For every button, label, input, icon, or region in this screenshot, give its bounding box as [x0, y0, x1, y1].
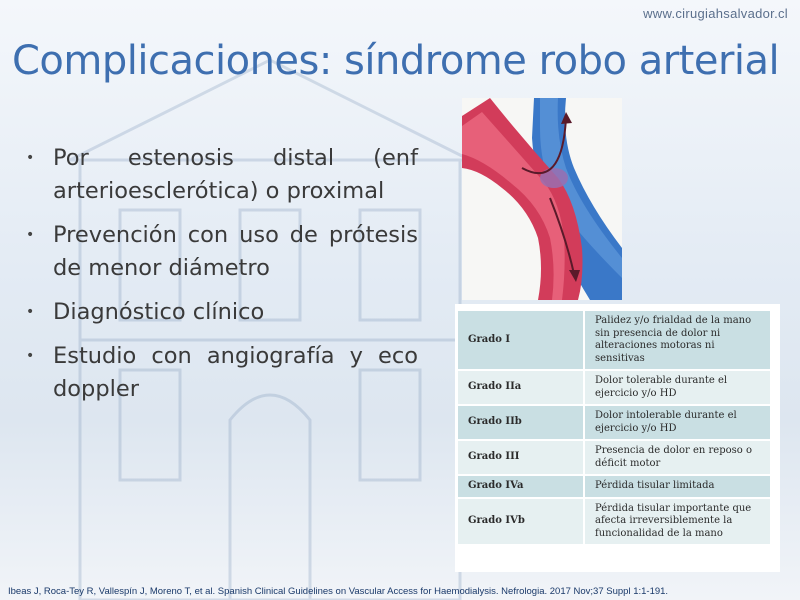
grade-cell: Grado III [458, 440, 584, 475]
steal-grade-table-panel [455, 304, 780, 572]
anastomosis-shape [540, 168, 568, 188]
bullet-text: Por estenosis distal (enf arterioesclerótica) o proximal [53, 145, 418, 204]
bullet-list [18, 142, 418, 417]
description-cell: Dolor intolerable durante el ejercicio y/o HD [584, 405, 770, 440]
description-cell: Presencia de dolor en reposo o déficit motor [584, 440, 770, 475]
grade-cell: Grado IIa [458, 370, 584, 405]
grade-cell: Grado I [458, 311, 584, 370]
bullet-text: Estudio con angiografía y eco doppler [53, 343, 418, 402]
grade-cell: Grado IVa [458, 475, 584, 498]
bullet-text: Prevención con uso de prótesis de menor diámetro [53, 222, 418, 281]
table-row [458, 370, 770, 405]
bullet-dot-icon: • [26, 150, 35, 166]
grade-cell: Grado IVb [458, 498, 584, 546]
description-cell: Pérdida tisular importante que afecta irreversiblemente la funcionalidad de la mano [584, 498, 770, 546]
table-row [458, 475, 770, 498]
grade-cell: Grado IIb [458, 405, 584, 440]
bullet-text: Diagnóstico clínico [53, 299, 265, 325]
site-url: www.cirugiahsalvador.cl [643, 6, 788, 21]
slide-title: Complicaciones: síndrome robo arterial [12, 38, 780, 84]
bullet-dot-icon: • [26, 227, 35, 243]
table-row [458, 405, 770, 440]
bullet-item [18, 219, 418, 285]
table-row [458, 440, 770, 475]
bullet-dot-icon: • [26, 348, 35, 364]
bullet-item [18, 340, 418, 406]
vascular-steal-illustration [462, 98, 622, 300]
description-cell: Pérdida tisular limitada [584, 475, 770, 498]
steal-grade-table [458, 311, 770, 546]
table-row [458, 311, 770, 370]
description-cell: Palidez y/o frialdad de la mano sin presencia de dolor ni alteraciones motoras ni sensitivas [584, 311, 770, 370]
bullet-dot-icon: • [26, 304, 35, 320]
bullet-item [18, 142, 418, 208]
table-row [458, 498, 770, 546]
vessel-diagram [462, 98, 622, 300]
description-cell: Dolor tolerable durante el ejercicio y/o HD [584, 370, 770, 405]
citation-footnote: Ibeas J, Roca-Tey R, Vallespín J, Moreno T, et al. Spanish Clinical Guidelines on Vascular Access for Haemodialysis. Nefrologia. 2017 Nov;37 Suppl 1:1-191. [8, 586, 669, 597]
bullet-item [18, 296, 418, 329]
